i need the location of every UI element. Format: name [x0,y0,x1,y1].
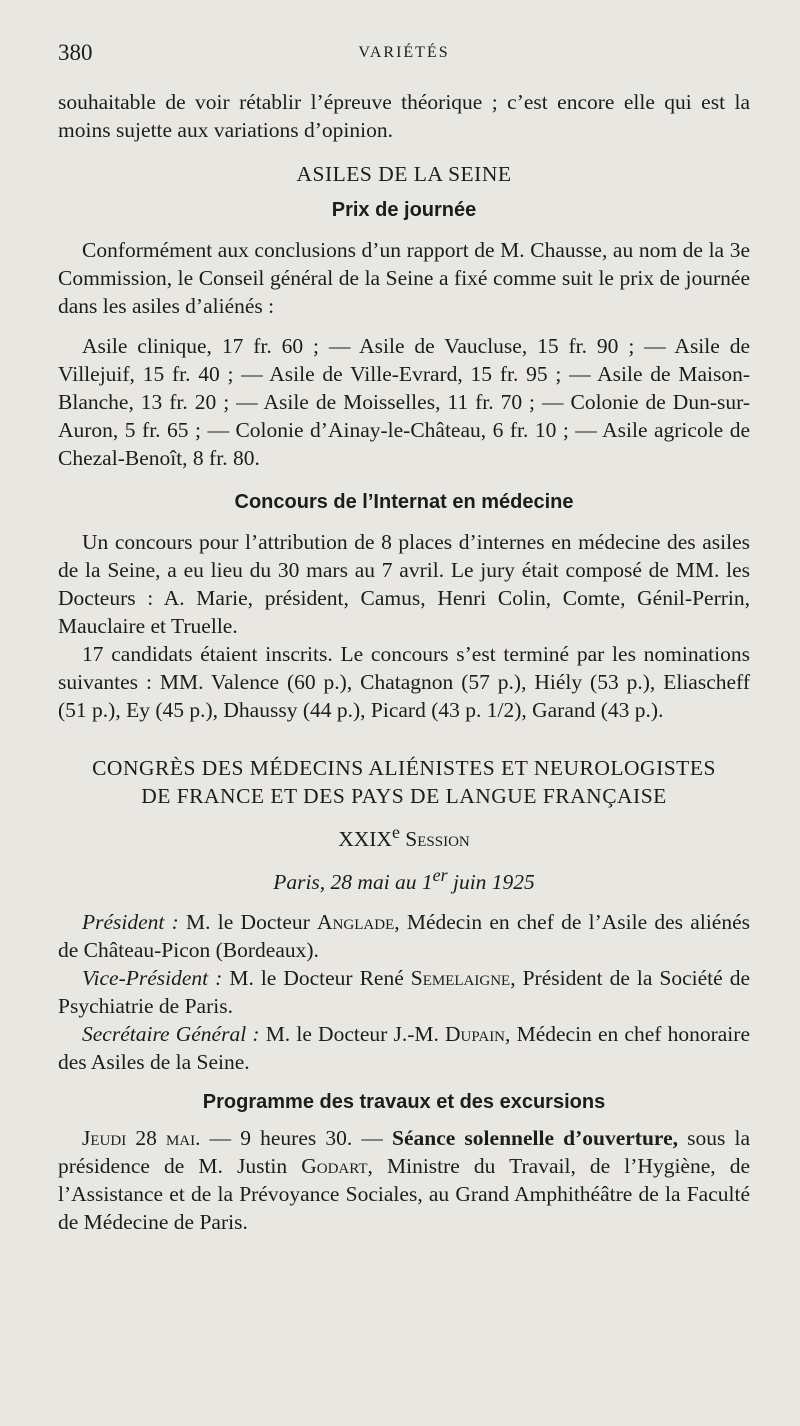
programme-time: — 9 heures 30. — [200,1126,393,1151]
vice-pre: M. le Docteur René [222,966,411,991]
date-pre: Paris, 28 mai au 1 [273,870,433,895]
subheading-programme: Programme des travaux et des excursions [202,1091,606,1114]
session-number: XXIX [338,827,392,852]
president-post: , Médecin en chef de l’Asile des aliénés de Château-Picon (Bordeaux). [58,910,750,963]
programme-day: Jeudi 28 mai. [82,1126,201,1151]
secretary-label: Secrétaire Général : [82,1022,260,1047]
paragraph: Un concours pour l’attribution de 8 places d’internes en médecine des asiles de la Seine, a eu lieu du 30 mars au 7 avril. Le jury était composé de MM. les Docteurs : A. Marie, président, Camus, Henri Colin, Comte, Génil-Perrin, Mauclaire et Truelle. [58,530,750,638]
secretary-name: Dupain [445,1022,506,1047]
secretary-pre: M. le Docteur J.-M. [259,1022,446,1047]
president-label: Président : [82,910,179,935]
session-word: Session [405,827,470,852]
subheading-prix-journee: Prix de journée [331,199,477,221]
page-body [58,88,750,1236]
intro-paragraph: souhaitable de voir rétablir l’épreuve théorique ; c’est encore elle qui est la moins sujette aux variations d’opinion. [58,90,750,142]
subheading-internat: Concours de l’Internat en médecine [234,491,574,513]
president-entry [58,908,750,964]
paragraph: Asile clinique, 17 fr. 60 ; — Asile de Vaucluse, 15 fr. 90 ; — Asile de Villejuif, 15 fr. 40 ; — Asile de Ville-Evrard, 15 fr. 95 ; — Asile de Maison-Blanche, 13 fr. 20 ; — Asile de Moisselles, 11 fr. 70 ; — Colonie de Dun-sur-Auron, 5 fr. 65 ; — Colonie d’Ainay-le-Château, 6 fr. 10 ; — Asile agricole de Chezal-Benoît, 8 fr. 80. [58,334,750,470]
programme-post: , Ministre du Travail, de l’Hygiène, de l’Assistance et de la Prévoyance Sociales, au Grand Amphithéâtre de la Faculté de Médecine de Paris. [58,1154,751,1235]
running-head: VARIÉTÉS [358,44,450,61]
programme-name: Godart [301,1154,368,1179]
section-heading-congres-line2: DE FRANCE ET DES PAYS DE LANGUE FRANÇAISE [141,784,667,808]
vice-name: Semelaigne [410,966,511,991]
vice-label: Vice-Président : [82,966,223,991]
secretary-post: , Médecin en chef honoraire des Asiles de la Seine. [58,1022,750,1075]
session-superscript: e [391,822,400,842]
page-header [58,40,750,76]
vice-post: , Président de la Société de Psychiatrie de Paris. [58,966,750,1019]
vice-president-entry [58,964,750,1020]
programme-event: Séance solennelle d’ouverture, [392,1126,678,1151]
programme-entry [58,1124,750,1236]
section-heading-congres-line1: CONGRÈS DES MÉDECINS ALIÉNISTES ET NEUROLOGISTES [92,756,716,780]
paragraph: Conformément aux conclusions d’un rapport de M. Chausse, au nom de la 3e Commission, le Conseil général de la Seine a fixé comme suit le prix de journée dans les asiles d’aliénés : [58,238,750,318]
section-heading-asiles: ASILES DE LA SEINE [296,162,512,186]
date-post: juin 1925 [447,870,535,895]
date-superscript: er [432,865,448,886]
page-number: 380 [58,40,93,65]
date-line [58,861,750,896]
president-pre: M. le Docteur [178,910,318,935]
programme-mid: sous la présidence de M. Justin [58,1126,751,1179]
president-name: Anglade [317,910,395,935]
paragraph: 17 candidats étaient inscrits. Le concours s’est terminé par les nominations suivantes : MM. Valence (60 p.), Chatagnon (57 p.), Hiély (53 p.), Eliascheff (51 p.), Ey (45 p.), Dhaussy (44 p.), Picard (43 p. 1/2), Garand (43 p.). [58,642,750,722]
session-line [58,818,750,853]
secretary-entry [58,1020,750,1076]
